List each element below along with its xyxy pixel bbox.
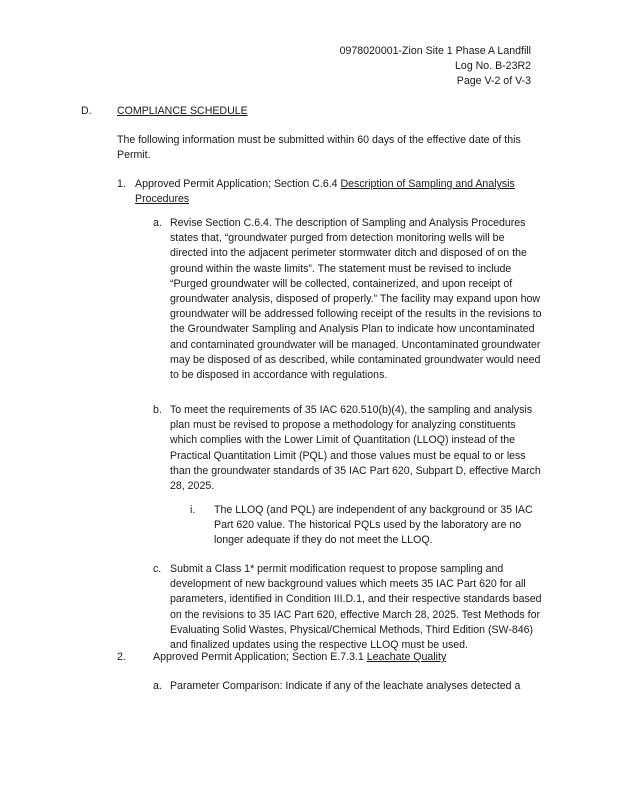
item-2a-text: Parameter Comparison: Indicate if any of the leachate analyses detected a <box>170 680 521 692</box>
page-number: Page V-2 of V-3 <box>456 75 531 87</box>
item-1a-letter: a. <box>153 217 162 229</box>
item-2-title: Leachate Quality <box>366 651 447 663</box>
item-1b-i-text: The LLOQ (and PQL) are independent of any background or 35 IAC Part 620 value. The historical PQLs used by the laboratory are no longer adequate if they do not meet the LLOQ. <box>214 504 533 547</box>
item-2a-letter: a. <box>153 680 162 692</box>
item-2-number: 2. <box>117 651 126 663</box>
item-1b-text: To meet the requirements of 35 IAC 620.510(b)(4), the sampling and analysis plan must be revised to propose a methodology for analyzing constituents which complies with the Lower Limit of Quantitation (LLOQ) instead of the Practical Quantitation Limit (PQL) and those values must be equal to or less than the groundwater standards of 35 IAC Part 620, Subpart D, effective March 28, 2025. <box>170 404 541 493</box>
item-1a-text: Revise Section C.6.4. The description of Sampling and Analysis Procedures states that, “groundwater purged from detection monitoring wells will be directed into the adjacent perimeter stormwater ditch and disposed of on the ground within the waste limits”. The statement must be revised to include “Purged groundwater will be collected, containerized, and upon receipt of groundwater analysis, disposed of properly.” The facility may expand upon how groundwater will be addressed following receipt of the results in the revisions to the Groundwater Sampling and Analysis Plan to indicate how uncontaminated and contaminated groundwater will be managed. Uncontaminated groundwater may be disposed of as described, while contaminated groundwater would need to be disposed in accordance with regulations. <box>170 217 542 382</box>
item-1c-text: Submit a Class 1* permit modification request to propose sampling and development of new background values which meets 35 IAC Part 620 for all parameters, identified in Condition III.D.1, and their respective standards based on the revisions to 35 IAC Part 620, effective March 28, 2025. Test Methods for Evaluating Solid Wastes, Physical/Chemical Methods, Third Edition (SW-846) and finalized updates using the respective LLOQ must be used. <box>170 563 542 652</box>
section-title: COMPLIANCE SCHEDULE <box>117 105 248 117</box>
item-1b-i-numeral: i. <box>190 504 196 516</box>
item-1b-letter: b. <box>153 404 162 416</box>
permit-site-id: 0978020001-Zion Site 1 Phase A Landfill <box>339 45 531 57</box>
item-1c-letter: c. <box>153 563 162 575</box>
item-1-title: Description of Sampling and Analysis Procedures <box>135 178 515 206</box>
item-1-heading <box>135 177 525 207</box>
section-letter: D. <box>81 105 92 117</box>
log-number: Log No. B-23R2 <box>455 60 531 72</box>
item-1-number: 1. <box>117 178 126 190</box>
intro-paragraph: The following information must be submitted within 60 days of the effective date of this Permit. <box>117 134 521 162</box>
page-header <box>340 44 531 89</box>
item-2-prefix: Approved Permit Application; Section E.7.3.1 <box>153 651 367 663</box>
item-2-heading <box>153 650 533 665</box>
item-1-prefix: Approved Permit Application; Section C.6.4 <box>135 178 341 190</box>
